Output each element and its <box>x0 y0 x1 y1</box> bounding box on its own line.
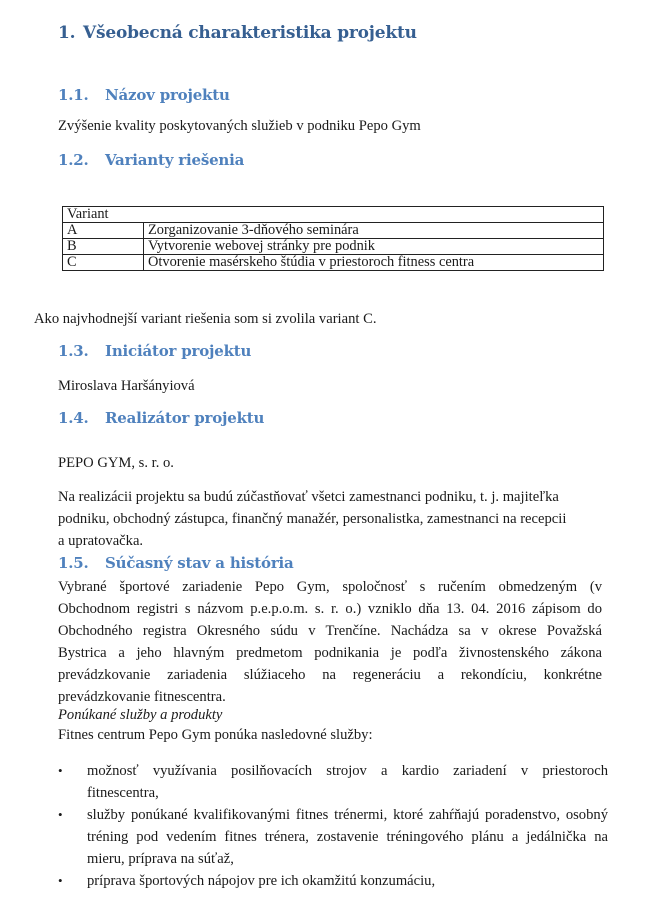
variant-choice-text: Ako najvhodnejší variant riešenia som si zvolila variant C. <box>34 311 377 327</box>
heading-1-title: Všeobecná charakteristika projektu <box>83 23 417 43</box>
realizer-text: PEPO GYM, s. r. o. <box>58 455 174 471</box>
section-number: 1.1. <box>58 86 89 104</box>
section-title: Varianty riešenia <box>105 151 245 169</box>
paragraph-line: prevádzkovanie fitnescentra. <box>58 689 226 705</box>
paragraph-line: podniku, obchodný zástupca, finančný manažér, personalistka, zamestnanci na recepcii <box>58 511 567 527</box>
list-item <box>55 804 608 870</box>
project-name-text: Zvýšenie kvality poskytovaných služieb v podniku Pepo Gym <box>58 118 421 134</box>
variant-key-cell: A <box>63 223 144 239</box>
paragraph-line: a upratovačka. <box>58 533 144 549</box>
bullet-icon: • <box>58 873 63 888</box>
services-subheading: Ponúkané služby a produkty <box>58 707 223 723</box>
section-title: Realizátor projektu <box>105 409 265 427</box>
paragraph-line: Vybrané športové zariadenie Pepo Gym, spoločnosť s ručením obmedzeným (v <box>58 579 602 595</box>
section-heading-1-3 <box>58 342 251 360</box>
paragraph-line: Obchodnom registri s názvom p.e.p.o.m. s. r. o.) vzniklo dňa 13. 04. 2016 zápisom do <box>58 601 602 617</box>
table-header-cell: Variant <box>63 207 604 223</box>
variant-value-cell: Otvorenie masérskeho štúdia v priestoroch fitness centra <box>144 255 604 271</box>
paragraph-line: Bystrica a jeho hlavným predmetom podnikania je podľa živnostenského zákona <box>58 645 602 661</box>
list-item-line: tréning pod vedením fitnes trénera, zostavenie tréningového plánu a jedálnička na <box>87 829 608 845</box>
bullet-icon: • <box>58 807 63 822</box>
variant-key-cell: B <box>63 239 144 255</box>
history-paragraph <box>58 576 602 708</box>
bullet-icon: • <box>58 763 63 778</box>
heading-1-number: 1. <box>58 23 76 43</box>
heading-1 <box>58 23 417 43</box>
list-item-line: služby ponúkané kvalifikovanými fitnes trénermi, ktoré zahŕňajú poradenstvo, osobný <box>87 807 608 823</box>
paragraph-line: Obchodného registra Okresného súdu v Trenčíne. Nachádza sa v okrese Považská <box>58 623 602 639</box>
table-row <box>63 255 604 271</box>
section-heading-1-5 <box>58 554 294 572</box>
variant-value-cell: Vytvorenie webovej stránky pre podnik <box>144 239 604 255</box>
section-number: 1.2. <box>58 151 89 169</box>
paragraph-line: Na realizácii projektu sa budú zúčastňovať všetci zamestnanci podniku, t. j. majiteľka <box>58 489 559 505</box>
list-item-line: príprava športových nápojov pre ich okamžitú konzumáciu, <box>87 873 436 889</box>
section-title: Názov projektu <box>105 86 230 104</box>
list-item <box>55 760 608 804</box>
variant-key-cell: C <box>63 255 144 271</box>
section-title: Iniciátor projektu <box>105 342 252 360</box>
section-number: 1.5. <box>58 554 89 572</box>
list-item <box>55 870 608 892</box>
section-number: 1.4. <box>58 409 89 427</box>
table-header-row <box>63 207 604 223</box>
section-heading-1-1 <box>58 86 230 104</box>
variants-table <box>62 206 604 271</box>
services-intro: Fitnes centrum Pepo Gym ponúka nasledovné služby: <box>58 727 373 743</box>
section-title: Súčasný stav a história <box>105 554 294 572</box>
services-list <box>55 760 608 892</box>
variant-value-cell: Zorganizovanie 3-dňového seminára <box>144 223 604 239</box>
section-heading-1-2 <box>58 151 244 169</box>
list-item-line: fitnescentra, <box>87 785 159 801</box>
list-item-line: mieru, príprava na súťaž, <box>87 851 234 867</box>
initiator-text: Miroslava Haršányiová <box>58 378 195 394</box>
table-row <box>63 239 604 255</box>
table-row <box>63 223 604 239</box>
section-number: 1.3. <box>58 342 89 360</box>
list-item-line: možnosť využívania posilňovacích strojov a kardio zariadení v priestoroch <box>87 763 608 779</box>
paragraph-line: prevádzkovanie zariadenia slúžiaceho na regeneráciu a rekondíciu, konkrétne <box>58 667 602 683</box>
section-heading-1-4 <box>58 409 264 427</box>
realizer-paragraph <box>58 486 566 552</box>
